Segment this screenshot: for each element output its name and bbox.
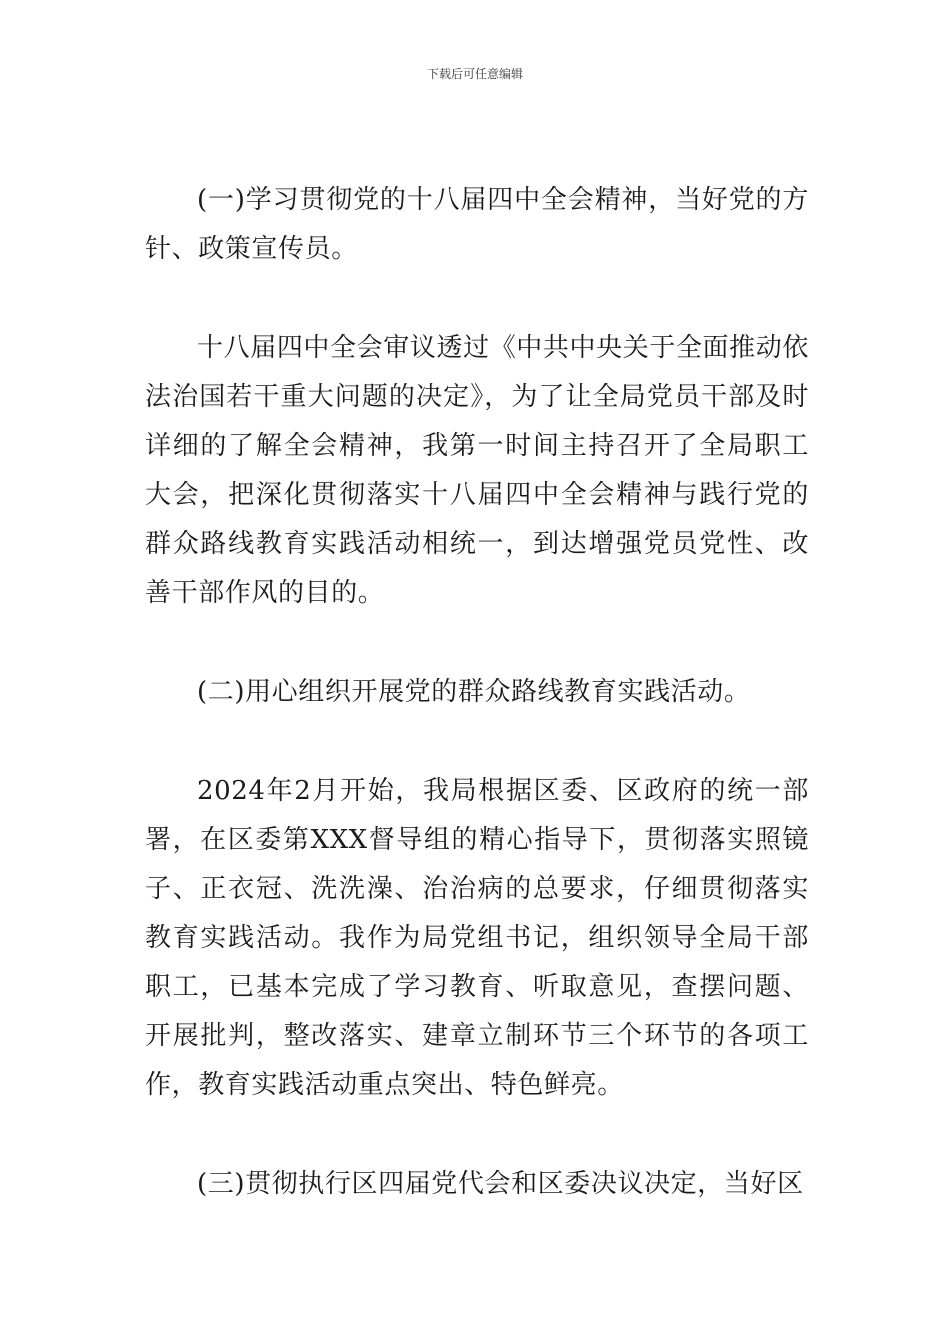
heading-paragraph-2: (二)用心组织开展党的群众路线教育实践活动。: [197, 677, 751, 707]
body-paragraph-2: 2024年2月开始，我局根据区委、区政府的统一部署，在区委第XXX督导组的精心指导下，贯彻落实照镜子、正衣冠、洗洗澡、治治病的总要求，仔细贯彻落实教育实践活动。我作为局党组书记，组织领导全局干部职工，已基本完成了学习教育、听取意见，查摆问题、开展批判，整改落实、建章立制环节三个环节的各项工作，教育实践活动重点突出、特色鲜亮。: [145, 776, 809, 1100]
paragraph-spacer: [145, 717, 809, 767]
heading-paragraph-1: (一)学习贯彻党的十八届四中全会精神，当好党的方针、政策宣传员。: [145, 185, 809, 264]
paragraph-spacer: [145, 618, 809, 668]
page-header: 下载后可任意编辑: [426, 67, 523, 81]
body-paragraph-1: 十八届四中全会审议透过《中共中央关于全面推动依法治国若干重大问题的决定》，为了让全局党员干部及时详细的了解全会精神，我第一时间主持召开了全局职工大会，把深化贯彻落实十八届四中全会精神与践行党的群众路线教育实践活动相统一，到达增强党员党性、改善干部作风的目的。: [145, 333, 809, 608]
paragraph-spacer: [145, 1110, 809, 1160]
document-body: [145, 176, 809, 1209]
paragraph-spacer: [145, 274, 809, 324]
heading-paragraph-3: (三)贯彻执行区四届党代会和区委决议决定，当好区: [197, 1169, 804, 1199]
